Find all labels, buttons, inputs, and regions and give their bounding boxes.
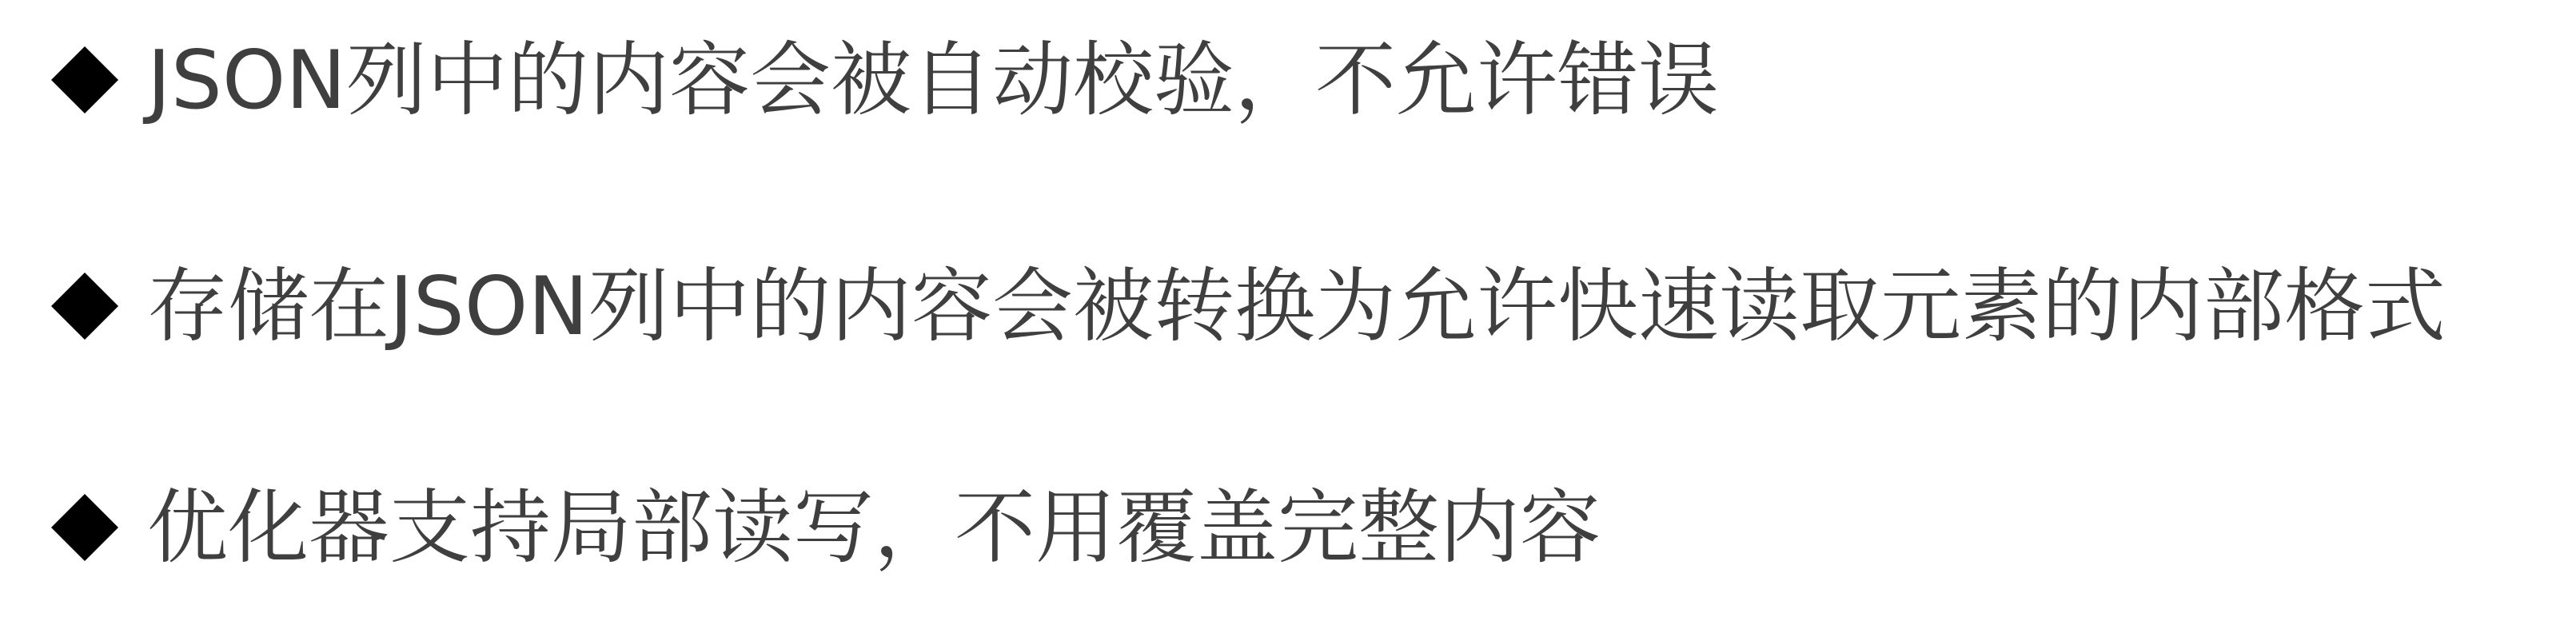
- bullet-text: JSON列中的内容会被自动校验，不允许错误: [147, 33, 1719, 127]
- bullet-item-json-validation: [46, 24, 1719, 136]
- diamond-bullet-icon: [46, 42, 123, 118]
- bullet-item-internal-format: [46, 250, 2446, 362]
- bullet-item-partial-update: [46, 472, 1601, 583]
- bullet-text: 存储在JSON列中的内容会被转换为允许快速读取元素的内部格式: [147, 259, 2446, 353]
- bullet-text: 优化器支持局部读写，不用覆盖完整内容: [147, 480, 1601, 575]
- diamond-bullet-icon: [46, 268, 123, 344]
- diamond-bullet-icon: [46, 489, 123, 566]
